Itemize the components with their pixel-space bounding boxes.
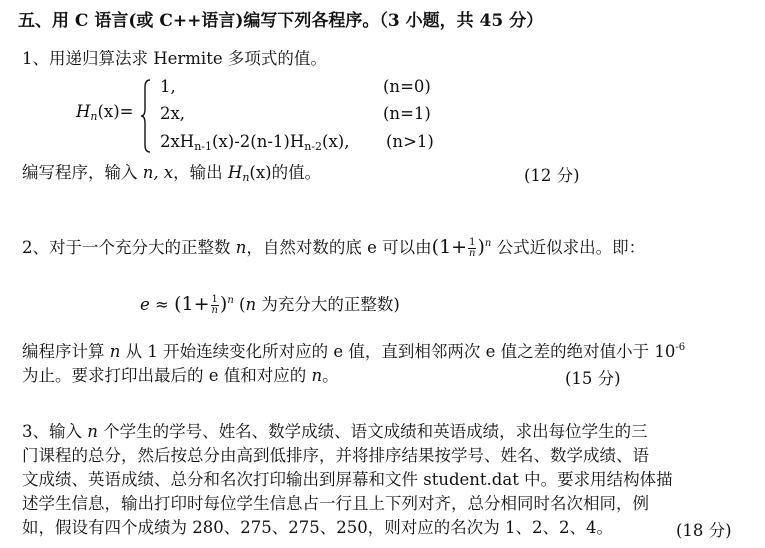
lhs-rest: (x)=	[97, 102, 134, 121]
q3-line1-n: n	[87, 422, 98, 441]
condition-2: (n=1)	[383, 104, 431, 123]
eq-note-b: 为充分大的正整数)	[256, 295, 400, 314]
eq-fraction	[211, 295, 219, 316]
case-3-sub2: n-2	[304, 140, 323, 153]
eq-exp: n	[227, 295, 234, 306]
curly-brace-icon	[141, 79, 151, 153]
q3-line4: 述学生信息，输出打印时每位学生信息占一行且上下列对齐，总分相同时名次相同，例	[22, 494, 649, 513]
eq-frac-den: n	[211, 305, 218, 316]
lhs-n: n	[90, 110, 98, 123]
q3-line1	[22, 421, 648, 443]
q1-task-c: (x)的值。	[249, 163, 322, 182]
q2-line2-exp: -6	[675, 342, 686, 353]
condition-1: (n=0)	[383, 77, 431, 96]
q2-line1-b: ，自然对数的底 e 可以由	[246, 238, 432, 257]
q2-formula-exp: n	[484, 238, 492, 249]
hermite-lhs	[76, 102, 134, 123]
q1-task	[22, 162, 321, 189]
q2-line1	[22, 233, 645, 259]
q1-intro: 1、用递归算法求 Hermite 多项式的值。	[22, 49, 327, 68]
q1-score: (12 分)	[524, 166, 580, 185]
q3-line3: 文成绩、英语成绩、总分和名次打印输出到屏幕和文件 student.dat 中。要求用结构体描	[22, 470, 673, 489]
case-3-b: (x)-2(n-1)H	[212, 132, 305, 151]
q2-line3-n: n	[311, 366, 323, 385]
q1-task-h: H	[227, 163, 243, 182]
case-1: 1,	[160, 77, 176, 96]
q2-frac-den: n	[469, 248, 476, 259]
case-3-a: 2xH	[160, 132, 195, 151]
q2-line1-n: n	[235, 238, 247, 257]
q1-task-b: ，输出	[173, 163, 228, 182]
q2-equation	[140, 290, 400, 316]
eq-open: (1+	[174, 293, 210, 315]
case-2	[160, 104, 185, 123]
q1-task-vars: n, x	[142, 163, 174, 182]
q1-task-n: n	[242, 171, 250, 184]
case-2-text: 2x,	[160, 104, 186, 123]
q2-formula-close: )	[477, 236, 485, 258]
case-3	[160, 132, 349, 153]
q2-line2	[22, 337, 685, 363]
q2-line3-a: 为止。要求打印出最后的 e 值和对应的	[22, 366, 312, 385]
q3-line5: 如，假设有四个成绩为 280、275、275、250，则对应的名次为 1、2、2、4。	[22, 518, 613, 537]
q2-line1-a: 2、对于一个充分大的正整数	[22, 238, 236, 257]
eq-approx: ≈	[149, 295, 175, 314]
q3-line2: 门课程的总分，然后按总分由高到低排序，并将排序结果按学号、姓名、数学成绩、语	[22, 446, 649, 465]
q2-fraction	[468, 238, 476, 259]
q3-line1-a: 3、输入	[22, 422, 88, 441]
q2-line3	[22, 365, 339, 387]
q2-line3-b: 。	[322, 366, 339, 385]
q2-score: (15 分)	[565, 369, 621, 388]
eq-close: )	[219, 293, 228, 315]
eq-note-a: (	[233, 295, 246, 314]
eq-frac-num: 1	[211, 294, 218, 305]
q2-line1-c: 公式近似求出。即：	[491, 238, 646, 257]
condition-3: (n>1)	[386, 132, 434, 151]
q2-frac-num: 1	[469, 237, 476, 248]
case-3-c: (x),	[322, 132, 350, 151]
lhs-h: H	[76, 102, 91, 121]
q3-score: (18 分)	[676, 521, 732, 540]
eq-note-n: n	[245, 295, 257, 314]
q2-line2-a: 编程序计算	[22, 342, 110, 361]
q2-line2-n: n	[109, 342, 121, 361]
q2-line2-b: 从 1 开始连续变化所对应的 e 值，直到相邻两次 e 值之差的绝对值小于 10	[120, 342, 676, 361]
q1-task-a: 编写程序，输入	[22, 163, 143, 182]
q3-line1-b: 个学生的学号、姓名、数学成绩、语文成绩和英语成绩，求出每位学生的三	[97, 422, 648, 441]
q2-formula-open: (1+	[431, 236, 468, 258]
case-3-sub1: n-1	[194, 140, 213, 153]
section-title: 五、用 C 语言(或 C++语言)编写下列各程序。（3 小题，共 45 分）	[18, 11, 544, 31]
eq-e: e	[140, 295, 150, 314]
